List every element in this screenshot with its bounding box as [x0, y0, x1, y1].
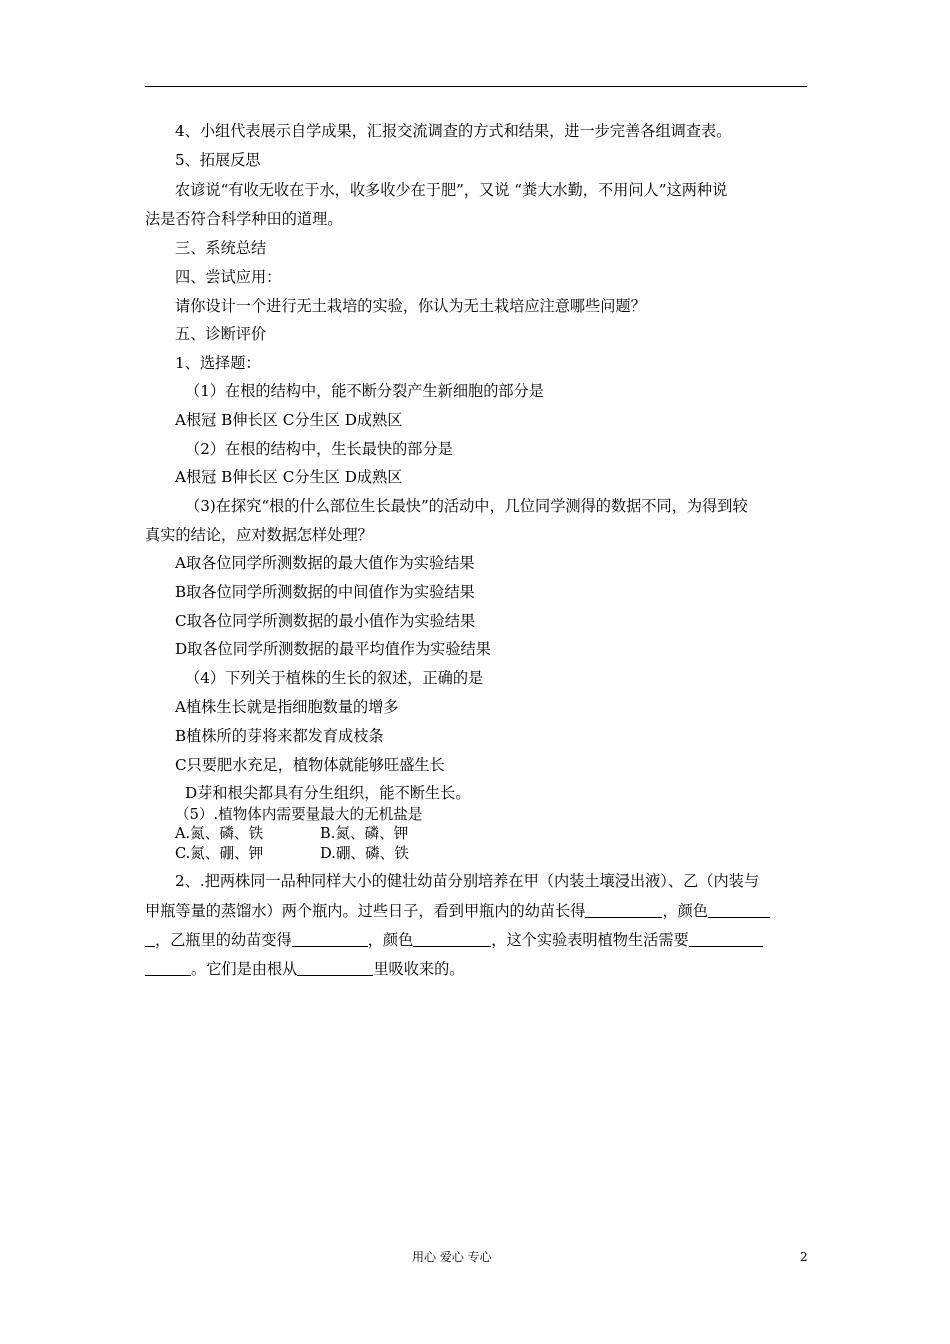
question-3-option-a: A取各位同学所测数据的最大值作为实验结果 [175, 554, 475, 572]
question-5-options-row-1 [175, 825, 575, 843]
question-5-option-c: C.氮、硼、钾 [175, 845, 264, 862]
question-5-options-row-2 [175, 845, 575, 863]
blank-color-a-cont [145, 931, 155, 947]
apply-question: 请你设计一个进行无土栽培的实验，你认为无土栽培应注意哪些问题？ [175, 297, 646, 315]
fill-question-line-1: 2、.把两株同一品种同样大小的健壮幼苗分别培养在甲（内装土壤浸出液）、乙（内装与 [175, 872, 760, 890]
question-3-line-2: 真实的结论，应对数据怎样处理？ [145, 526, 373, 544]
proverb-line-1: 农谚说“有收无收在于水，收多收少在于肥”，又说 “粪大水勤，不用问人”这两种说 [175, 181, 728, 199]
blank-needs [689, 931, 763, 947]
fill-text-3: ，乙瓶里的幼苗变得 [155, 931, 292, 949]
fill-text-4: ，颜色 [367, 931, 414, 949]
blank-color-a [708, 902, 770, 918]
fill-question-line-3 [145, 930, 763, 950]
section-5-heading: 五、诊断评价 [175, 325, 267, 343]
fill-question-line-4 [145, 959, 464, 979]
blank-growth-b [292, 931, 368, 947]
fill-text-5: ，这个实验表明植物生活需要 [491, 931, 689, 949]
question-3-line-1: （3)在探究“根的什么部位生长最快”的活动中，几位同学测得的数据不同，为得到较 [185, 497, 748, 515]
step-4-text: 4、小组代表展示自学成果，汇报交流调查的方式和结果，进一步完善各组调查表。 [175, 122, 732, 140]
question-4-option-c: C只要肥水充足，植物体就能够旺盛生长 [175, 756, 445, 774]
question-4-option-a: A植株生长就是指细胞数量的增多 [175, 698, 399, 716]
fill-text-1: 甲瓶等量的蒸馏水）两个瓶内。过些日子，看到甲瓶内的幼苗长得 [145, 902, 586, 920]
fill-text-7: 里吸收来的。 [373, 960, 465, 978]
blank-growth-a [585, 902, 662, 918]
question-4-option-d: D芽和根尖都具有分生组织，能不断生长。 [185, 784, 471, 802]
footer-motto: 用心 爱心 专心 [412, 1250, 492, 1264]
proverb-line-2: 法是否符合科学种田的道理。 [145, 210, 343, 228]
section-3-heading: 三、系统总结 [175, 239, 267, 257]
fill-text-2: ，颜色 [662, 902, 708, 920]
question-2: （2）在根的结构中，生长最快的部分是 [185, 440, 453, 458]
choice-heading: 1、选择题： [175, 354, 261, 372]
question-5-option-b: B.氮、磷、钾 [320, 825, 409, 842]
page-number: 2 [800, 1250, 808, 1264]
blank-color-b [413, 931, 491, 947]
question-5: （5）.植物体内需要量最大的无机盐是 [175, 806, 423, 823]
header-rule [145, 86, 807, 87]
question-3-option-b: B取各位同学所测数据的中间值作为实验结果 [175, 583, 475, 601]
step-5-heading: 5、拓展反思 [175, 151, 261, 169]
question-4: （4）下列关于植株的生长的叙述，正确的是 [185, 669, 484, 687]
section-4-heading: 四、尝试应用： [175, 268, 282, 286]
question-5-option-a: A.氮、磷、铁 [175, 825, 264, 842]
blank-source [297, 960, 373, 976]
question-3-option-c: C取各位同学所测数据的最小值作为实验结果 [175, 612, 476, 630]
question-5-option-d: D.硼、磷、铁 [320, 845, 409, 862]
question-2-options: A根冠 B伸长区 C分生区 D成熟区 [175, 468, 403, 486]
fill-text-6: 。它们是由根从 [191, 960, 298, 978]
question-1-options: A根冠 B伸长区 C分生区 D成熟区 [175, 411, 403, 429]
blank-needs-cont [145, 960, 191, 976]
question-3-option-d: D取各位同学所测数据的最平均值作为实验结果 [175, 640, 491, 658]
fill-question-line-2 [145, 901, 770, 921]
question-1: （1）在根的结构中，能不断分裂产生新细胞的部分是 [185, 382, 544, 400]
question-4-option-b: B植株所的芽将来都发育成枝条 [175, 727, 384, 745]
